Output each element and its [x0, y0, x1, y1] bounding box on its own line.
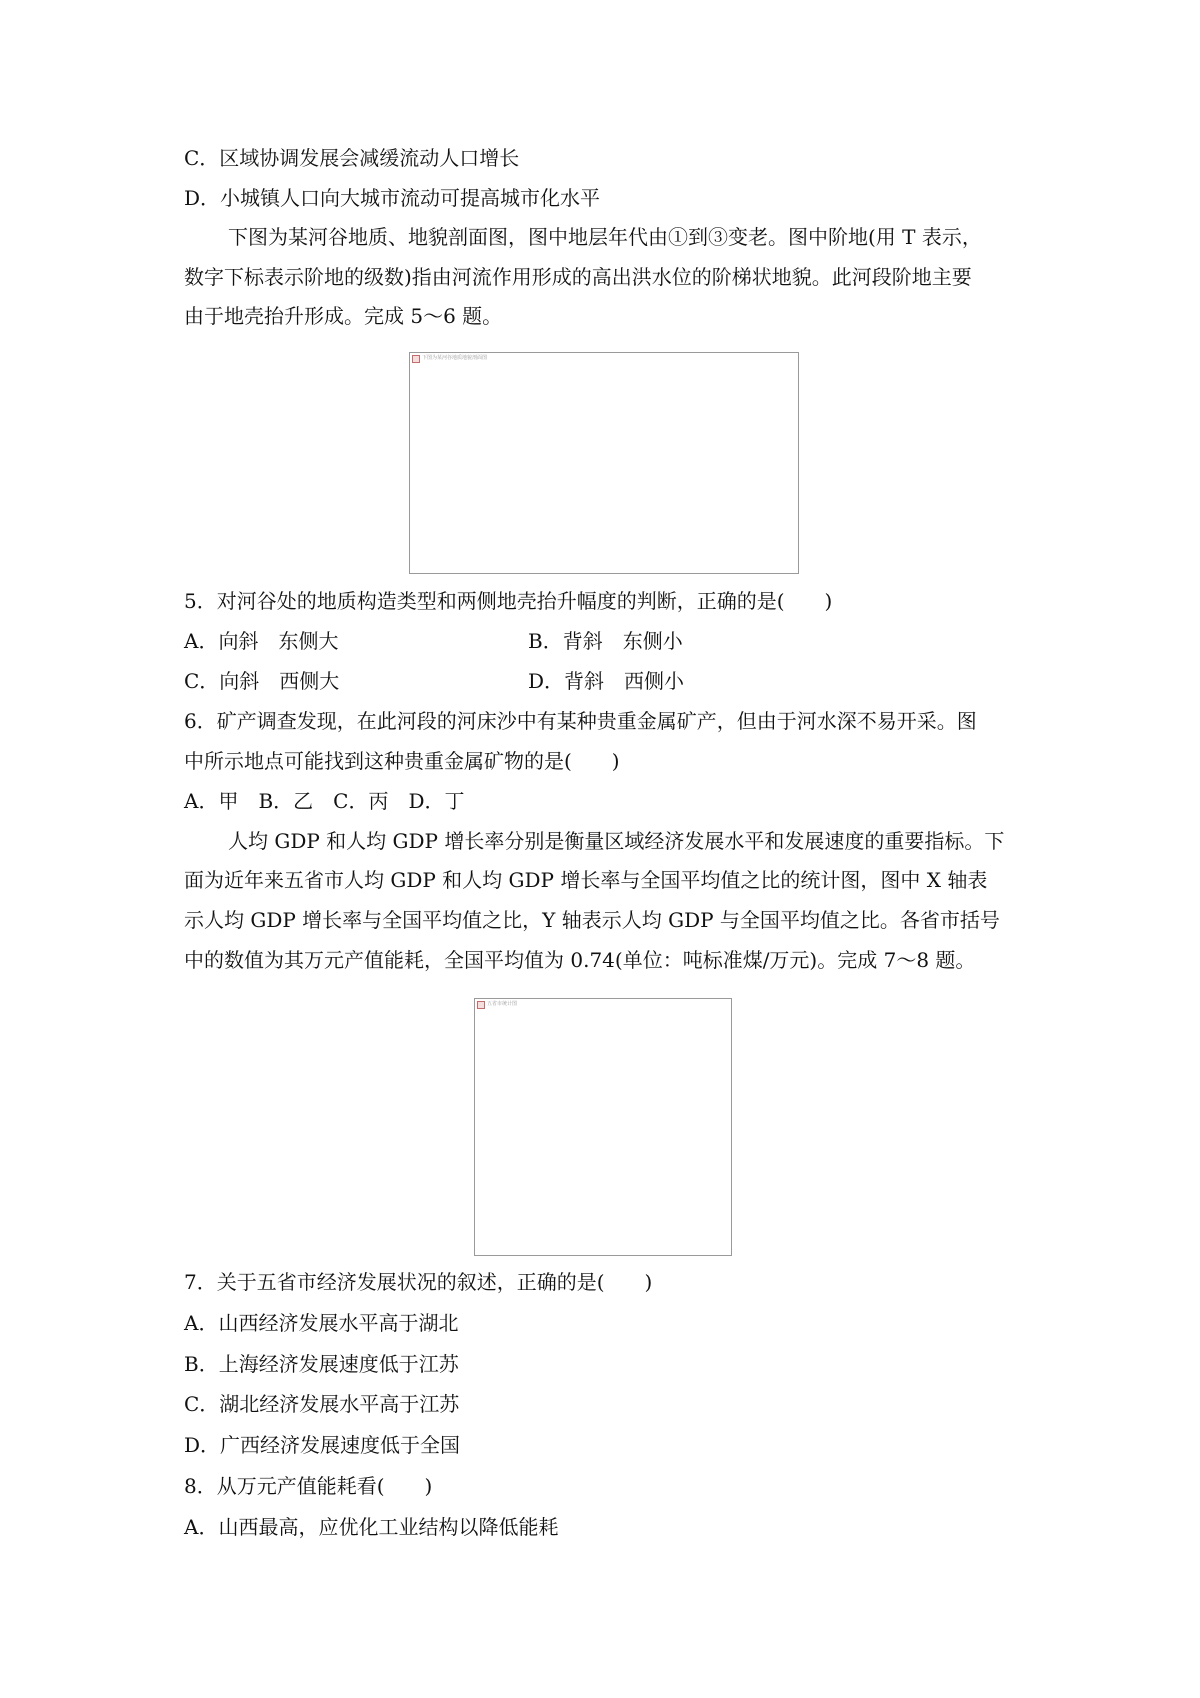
passage1-line2: 数字下标表示阶地的级数)指由河流作用形成的高出洪水位的阶梯状地貌。此河段阶地主要	[184, 265, 972, 289]
q4-option-d: D．小城镇人口向大城市流动可提高城市化水平	[184, 186, 601, 210]
q5-stem: 5．对河谷处的地质构造类型和两侧地壳抬升幅度的判断，正确的是( )	[184, 589, 833, 613]
figure-caption: 下图为某河谷地质地貌剖面图	[422, 355, 488, 361]
q7-option-b: B．上海经济发展速度低于江苏	[184, 1352, 459, 1376]
q8-stem: 8．从万元产值能耗看( )	[184, 1474, 433, 1498]
q7-option-d: D．广西经济发展速度低于全国	[184, 1433, 461, 1457]
q5-option-b: B．背斜 东侧小	[528, 629, 683, 653]
figure-river-valley-section	[409, 352, 799, 574]
broken-image-icon	[412, 355, 420, 363]
passage1-line3: 由于地壳抬升形成。完成 5～6 题。	[184, 304, 503, 328]
passage1-line1: 下图为某河谷地质、地貌剖面图，图中地层年代由①到③变老。图中阶地(用 T 表示，	[228, 225, 982, 249]
figure-caption: 五省市统计图	[487, 1001, 518, 1007]
q5-option-a: A．向斜 东侧大	[184, 629, 339, 653]
q6-options: A．甲 B．乙 C．丙 D．丁	[184, 789, 465, 813]
passage2-line4: 中的数值为其万元产值能耗，全国平均值为 0.74(单位：吨标准煤/万元)。完成 7～8 题。	[184, 948, 976, 972]
passage2-line3: 示人均 GDP 增长率与全国平均值之比，Y 轴表示人均 GDP 与全国平均值之比。各省市括号	[184, 908, 1000, 932]
q7-option-c: C．湖北经济发展水平高于江苏	[184, 1392, 460, 1416]
passage2-line2: 面为近年来五省市人均 GDP 和人均 GDP 增长率与全国平均值之比的统计图，图中 X 轴表	[184, 868, 988, 892]
q4-option-c: C．区域协调发展会减缓流动人口增长	[184, 146, 520, 170]
q8-option-a: A．山西最高，应优化工业结构以降低能耗	[184, 1515, 559, 1539]
figure-gdp-statistics	[474, 998, 732, 1256]
passage2-line1: 人均 GDP 和人均 GDP 增长率分别是衡量区域经济发展水平和发展速度的重要指标。下	[228, 829, 1005, 853]
q5-option-d: D．背斜 西侧小	[528, 669, 685, 693]
q5-option-c: C．向斜 西侧大	[184, 669, 340, 693]
q7-option-a: A．山西经济发展水平高于湖北	[184, 1311, 459, 1335]
q6-stem-line1: 6．矿产调查发现，在此河段的河床沙中有某种贵重金属矿产，但由于河水深不易开采。图	[184, 709, 977, 733]
q6-stem-line2: 中所示地点可能找到这种贵重金属矿物的是( )	[184, 749, 620, 773]
q7-stem: 7．关于五省市经济发展状况的叙述，正确的是( )	[184, 1270, 653, 1294]
broken-image-icon	[477, 1001, 485, 1009]
